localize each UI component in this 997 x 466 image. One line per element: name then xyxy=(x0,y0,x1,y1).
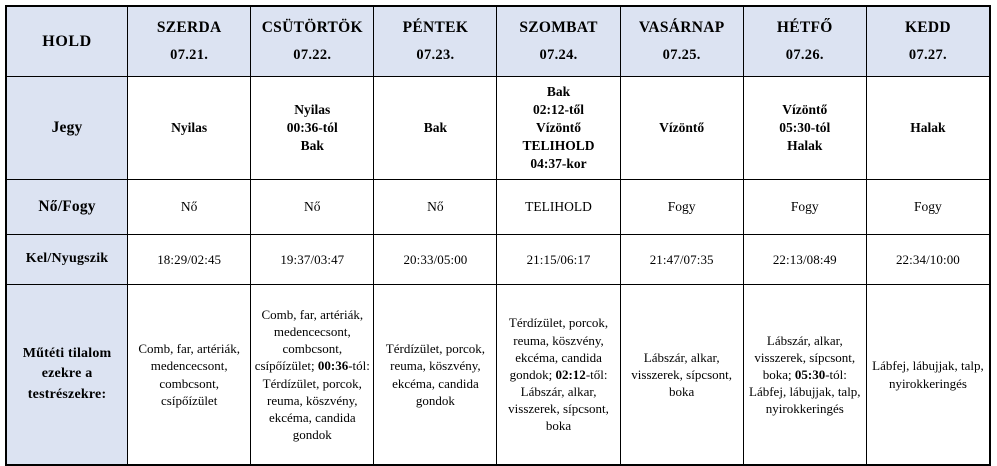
text-line: Vízöntő xyxy=(782,102,828,118)
text-segment: Lábszár, alkar, visszerek, sípcsont, boka; xyxy=(754,332,856,382)
cell-phase-5: Fogy xyxy=(743,180,866,235)
text-line: ezekre a xyxy=(41,366,93,382)
header-col-1 xyxy=(251,7,374,77)
cell-sign-5 xyxy=(743,77,866,180)
text-line: 00:36-tól xyxy=(286,120,338,136)
table-body xyxy=(7,7,990,465)
row-phase xyxy=(7,180,990,235)
row-label-rise-set: Kel/Nyugszik xyxy=(7,235,128,285)
cell-rise-1: 19:37/03:47 xyxy=(251,235,374,285)
header-date-2: 07.23. xyxy=(416,47,455,64)
cell-phase-1: Nő xyxy=(251,180,374,235)
row-sign xyxy=(7,77,990,180)
cell-phase-3: TELIHOLD xyxy=(497,180,620,235)
header-dayname-1: CSÜTÖRTÖK xyxy=(261,18,363,36)
cell-sign-3 xyxy=(497,77,620,180)
moon-calendar-table xyxy=(6,6,990,465)
text-line: 04:37-kor xyxy=(530,155,587,171)
cell-phase-4: Fogy xyxy=(620,180,743,235)
header-date-6: 07.27. xyxy=(908,47,947,64)
header-corner-hold: HOLD xyxy=(7,7,128,77)
header-date-5: 07.26. xyxy=(785,47,824,64)
cell-rise-4: 21:47/07:35 xyxy=(620,235,743,285)
header-date-1: 07.22. xyxy=(293,47,332,64)
header-col-3 xyxy=(497,7,620,77)
text-line: Bak xyxy=(423,120,448,136)
header-date-0: 07.21. xyxy=(170,47,209,64)
row-label-sign: Jegy xyxy=(7,77,128,180)
cell-surgery-0 xyxy=(128,285,251,465)
row-label-surgery-ban xyxy=(7,285,128,465)
cell-surgery-2 xyxy=(374,285,497,465)
row-rise-set xyxy=(7,235,990,285)
cell-phase-0: Nő xyxy=(128,180,251,235)
cell-surgery-4 xyxy=(620,285,743,465)
time-marker: 00:36 xyxy=(317,358,349,374)
text-segment: Térdízület, porcok, reuma, köszvény, ekcéma, candida gondok; xyxy=(508,315,609,382)
time-marker: 02:12 xyxy=(555,366,586,382)
cell-sign-0 xyxy=(128,77,251,180)
cell-sign-4 xyxy=(620,77,743,180)
cell-rise-5: 22:13/08:49 xyxy=(743,235,866,285)
text-line: Bak xyxy=(300,137,324,153)
cell-rise-0: 18:29/02:45 xyxy=(128,235,251,285)
text-line: Bak xyxy=(546,84,571,100)
cell-sign-6 xyxy=(866,77,989,180)
text-line: Vízöntő xyxy=(536,120,582,136)
header-dayname-6: KEDD xyxy=(904,18,951,36)
cell-rise-3: 21:15/06:17 xyxy=(497,235,620,285)
text-segment: Comb, far, artériák, medencecsont, combcsont, csípőízület xyxy=(138,341,240,408)
header-dayname-4: VASÁRNAP xyxy=(638,18,725,36)
header-date-4: 07.25. xyxy=(662,47,701,64)
header-col-0 xyxy=(128,7,251,77)
header-dayname-0: SZERDA xyxy=(156,18,222,36)
text-line: Halak xyxy=(787,137,823,153)
text-segment: -től: Lábszár, alkar, visszerek, sípcsont, boka xyxy=(508,366,609,434)
text-segment: Lábszár, alkar, visszerek, sípcsont, boka xyxy=(631,349,733,400)
header-dayname-3: SZOMBAT xyxy=(519,18,598,36)
text-line: TELIHOLD xyxy=(522,137,595,153)
cell-rise-2: 20:33/05:00 xyxy=(374,235,497,285)
text-line: 05:30-tól xyxy=(779,120,831,136)
cell-phase-2: Nő xyxy=(374,180,497,235)
cell-sign-1 xyxy=(251,77,374,180)
text-line: Nyilas xyxy=(171,120,208,136)
cell-surgery-1 xyxy=(251,285,374,465)
cell-rise-6: 22:34/10:00 xyxy=(866,235,989,285)
text-line: 02:12-től xyxy=(533,102,585,118)
cell-surgery-5 xyxy=(743,285,866,465)
time-marker: 05:30 xyxy=(794,366,826,382)
row-label-phase: Nő/Fogy xyxy=(7,180,128,235)
text-line: Vízöntő xyxy=(659,120,705,136)
header-dayname-2: PÉNTEK xyxy=(402,18,469,36)
text-line: Nyilas xyxy=(294,102,331,118)
table-header-row xyxy=(7,7,990,77)
header-col-2 xyxy=(374,7,497,77)
cell-sign-2 xyxy=(374,77,497,180)
cell-phase-6: Fogy xyxy=(866,180,989,235)
text-line: Halak xyxy=(910,120,946,136)
text-line: testrészekre: xyxy=(27,386,107,402)
text-segment: -tól: Lábfej, lábujjak, talp, nyirokkeringés xyxy=(749,366,861,417)
text-segment: Lábfej, lábujjak, talp, nyirokkeringés xyxy=(872,358,984,391)
text-line: Műtéti tilalom xyxy=(22,346,112,362)
header-col-4 xyxy=(620,7,743,77)
header-col-5 xyxy=(743,7,866,77)
row-surgery-ban xyxy=(7,285,990,465)
text-segment: Térdízület, porcok, reuma, köszvény, ekcéma, candida gondok xyxy=(385,341,486,408)
cell-surgery-3 xyxy=(497,285,620,465)
header-date-3: 07.24. xyxy=(539,47,578,64)
text-segment: -tól: Térdízület, porcok, reuma, köszvény, ekcéma, candida gondok xyxy=(262,358,370,442)
header-col-6 xyxy=(866,7,989,77)
cell-surgery-6 xyxy=(866,285,989,465)
text-segment: Comb, far, artériák, medencecsont, combcsont, csípőízület; xyxy=(254,306,364,374)
header-dayname-5: HÉTFŐ xyxy=(776,18,833,36)
